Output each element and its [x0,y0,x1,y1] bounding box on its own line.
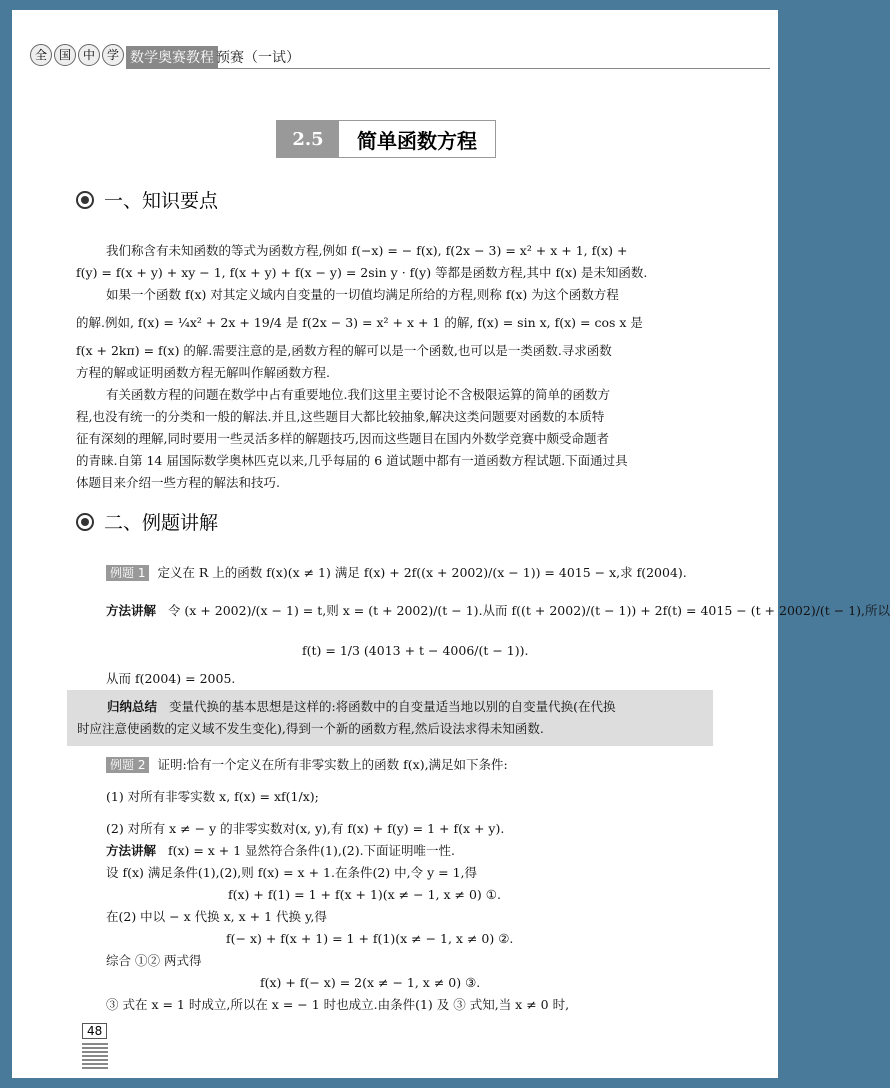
paragraph-line: 有关函数方程的问题在数学中占有重要地位.我们这里主要讨论不含极限运算的简单的函数方 [106,387,610,402]
paragraph-line: 程,也没有统一的分类和一般的解法.并且,这些题目大都比较抽象,解决这类问题要对函数的本质特 [76,409,605,424]
section-title: 简单函数方程 [339,121,495,157]
example-2-line: 综合 ①② 两式得 [106,953,202,968]
page-number: 48 [82,1020,112,1069]
section-number: 2.5 [277,121,339,157]
heading-examples: 二、例题讲解 [76,508,218,535]
paragraph-line: 征有深刻的理解,同时要用一些灵活多样的解题技巧,因而这些题目在国内外数学竞赛中颇受命题者 [76,431,609,446]
example-2-line: (1) 对所有非零实数 x, f(x) = xf(1/x); [106,789,319,804]
bullet-circle-icon [76,191,94,209]
badge-char: 学 [102,44,124,66]
summary-box [67,690,713,746]
header-rule [126,68,770,69]
example-1-tag: 例题 1 [106,565,149,581]
paragraph-line: 的解.例如, f(x) = ¼x² + 2x + 19/4 是 f(2x − 3) = x² + x + 1 的解, f(x) = sin x, f(x) = cos x 是 [76,315,643,330]
page-header [30,44,770,72]
example-2-line: ③ 式在 x = 1 时成立,所以在 x = − 1 时也成立.由条件(1) 及 ③ 式知,当 x ≠ 0 时, [106,997,570,1012]
paragraph-line: f(x + 2kπ) = f(x) 的解.需要注意的是,函数方程的解可以是一个函数,也可以是一类函数.寻求函数 [76,343,612,358]
example-1-method: 方法讲解 令 (x + 2002)/(x − 1) = t,则 x = (t + 2002)/(t − 1).从而 f((t + 2002)/(t − 1)) + 2f(t) = 4015 − (t + 2002)/(t − 1),所以 [106,603,890,618]
example-1-formula: f(t) = 1/3 (4013 + t − 4006/(t − 1)). [302,643,529,658]
series-badge [30,44,126,66]
example-2-equation: f(− x) + f(x + 1) = 1 + f(1)(x ≠ − 1, x ≠ 0) ②. [226,931,514,946]
paragraph-line: 体题目来介绍一些方程的解法和技巧. [76,475,280,490]
paragraph-line: 我们称含有未知函数的等式为函数方程,例如 f(−x) = − f(x), f(2x − 3) = x² + x + 1, f(x) + [106,243,628,258]
summary-line: 归纳总结 变量代换的基本思想是这样的:将函数中的自变量适当地以别的自变量代换(在代换 [107,699,616,714]
heading-knowledge: 一、知识要点 [76,186,218,213]
bullet-circle-icon [76,513,94,531]
example-1-statement: 例题 1 定义在 R 上的函数 f(x)(x ≠ 1) 满足 f(x) + 2f((x + 2002)/(x − 1)) = 4015 − x,求 f(2004). [106,562,687,583]
example-2-line: 在(2) 中以 − x 代换 x, x + 1 代换 y,得 [106,909,327,924]
paragraph-line: f(y) = f(x + y) + xy − 1, f(x + y) + f(x − y) = 2sin y · f(y) 等都是函数方程,其中 f(x) 是未知函数. [76,265,648,280]
paragraph-line: 方程的解或证明函数方程无解叫作解函数方程. [76,365,330,380]
page [12,10,890,1078]
badge-char: 全 [30,44,52,66]
badge-char: 国 [54,44,76,66]
example-2-tag: 例题 2 [106,757,149,773]
example-2-equation: f(x) + f(1) = 1 + f(x + 1)(x ≠ − 1, x ≠ 0) ①. [228,887,501,902]
summary-line: 时应注意使函数的定义域不发生变化),得到一个新的函数方程,然后设法求得未知函数. [77,721,544,736]
example-2-line: 设 f(x) 满足条件(1),(2),则 f(x) = x + 1.在条件(2) 中,令 y = 1,得 [106,865,477,880]
example-2-equation: f(x) + f(− x) = 2(x ≠ − 1, x ≠ 0) ③. [260,975,481,990]
page-number-decoration [82,1043,108,1069]
paragraph-line: 的青睐.自第 14 届国际数学奥林匹克以来,几乎每届的 6 道试题中都有一道函数方程试题.下面通过具 [76,453,628,468]
badge-char: 中 [78,44,100,66]
example-2-line: (2) 对所有 x ≠ − y 的非零实数对(x, y),有 f(x) + f(y) = 1 + f(x + y). [106,821,505,836]
example-2-statement: 例题 2 证明:恰有一个定义在所有非零实数上的函数 f(x),满足如下条件: [106,754,508,775]
series-title: 数学奥赛教程 [126,46,218,68]
example-2-line: 方法讲解 f(x) = x + 1 显然符合条件(1),(2).下面证明唯一性. [106,843,456,858]
paragraph-line: 如果一个函数 f(x) 对其定义域内自变量的一切值均满足所给的方程,则称 f(x) 为这个函数方程 [106,287,619,302]
section-title-box [276,120,496,158]
example-1-result: 从而 f(2004) = 2005. [106,671,236,686]
series-subtitle: 预赛（一试） [216,50,300,66]
